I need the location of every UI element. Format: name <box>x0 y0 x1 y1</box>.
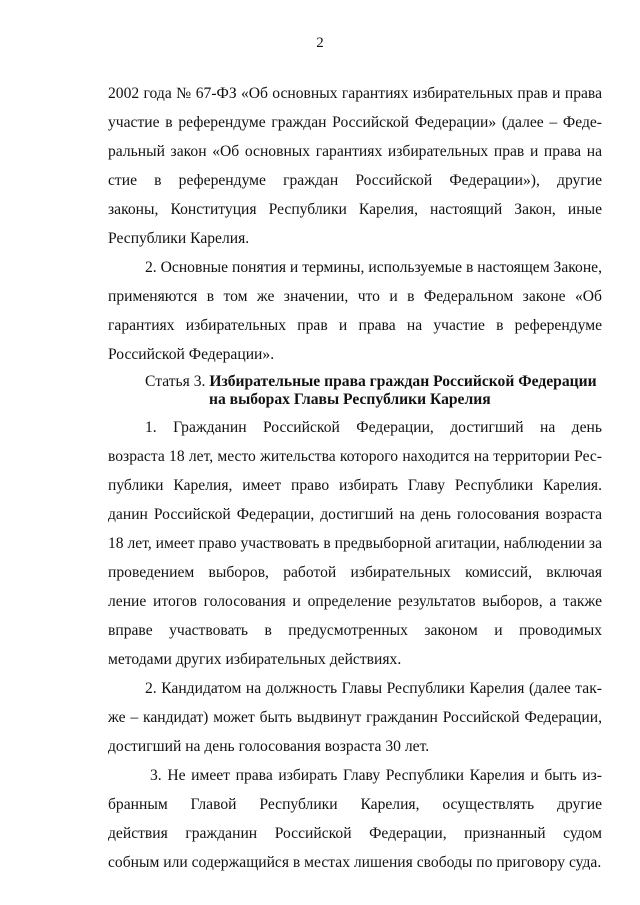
text-line: ление итогов голосования и определение результатов выборов, а также <box>108 593 602 610</box>
text-line: публики Карелия, имеет право избирать Главу Республики Карелия. <box>108 477 602 494</box>
text-line: законы, Конституция Республики Карелия, настоящий Закон, иные <box>108 201 602 218</box>
text-line: участие в референдуме граждан Российской Федерации» (далее – Феде- <box>108 114 602 131</box>
text-line: данин Российской Федерации, достигший на день голосования возраста <box>108 506 602 523</box>
text-line: достигший на день голосования возраста 30 лет. <box>108 738 430 755</box>
text-line: ральный закон «Об основных гарантиях избирательных прав и права на <box>108 143 602 160</box>
text-line: 2. Кандидатом на должность Главы Республики Карелия (далее так- <box>145 680 602 697</box>
text-line: 2. Основные понятия и термины, используемые в настоящем Законе, <box>145 259 602 276</box>
text-line: методами других избирательных действиях. <box>108 651 402 668</box>
text-line: 18 лет, имеет право участвовать в предвыборной агитации, наблюдении за <box>108 535 602 552</box>
text-line: Российской Федерации». <box>108 346 275 363</box>
text-line: собным или содержащийся в местах лишения свободы по приговору суда. <box>108 854 602 871</box>
article-title: Избирательные права граждан Российской Федерации <box>209 373 597 390</box>
text-line: возраста 18 лет, место жительства которого находится на территории Рес- <box>108 448 602 465</box>
article-label: Статья 3. <box>145 373 210 390</box>
text-line: же – кандидат) может быть выдвинут гражданин Российской Федерации, <box>108 709 602 726</box>
text-line: 3. Не имеет права избирать Главу Республики Карелия и быть из- <box>150 767 602 784</box>
text-line: 1. Гражданин Российской Федерации, достигший на день <box>145 419 602 436</box>
text-line: Республики Карелия. <box>108 230 250 247</box>
page-number: 2 <box>316 35 324 51</box>
text-line: применяются в том же значении, что и в Федеральном законе «Об <box>108 288 602 305</box>
text-line: 2002 года № 67-ФЗ «Об основных гарантиях избирательных прав и права <box>108 85 602 102</box>
text-line: стие в референдуме граждан Российской Федерации»), другие <box>108 172 602 189</box>
text-line: бранным Главой Республики Карелия, осуществлять другие <box>108 796 602 813</box>
text-line: действия гражданин Российской Федерации, признанный судом <box>108 825 602 842</box>
text-line: гарантиях избирательных прав и права на участие в референдуме <box>108 317 602 334</box>
text-line: вправе участвовать в предусмотренных законом и проводимых <box>108 622 602 639</box>
article-heading <box>145 372 602 392</box>
text-line: проведением выборов, работой избирательных комиссий, включая <box>108 564 602 581</box>
article-title-continuation: на выборах Главы Республики Карелия <box>209 391 491 408</box>
